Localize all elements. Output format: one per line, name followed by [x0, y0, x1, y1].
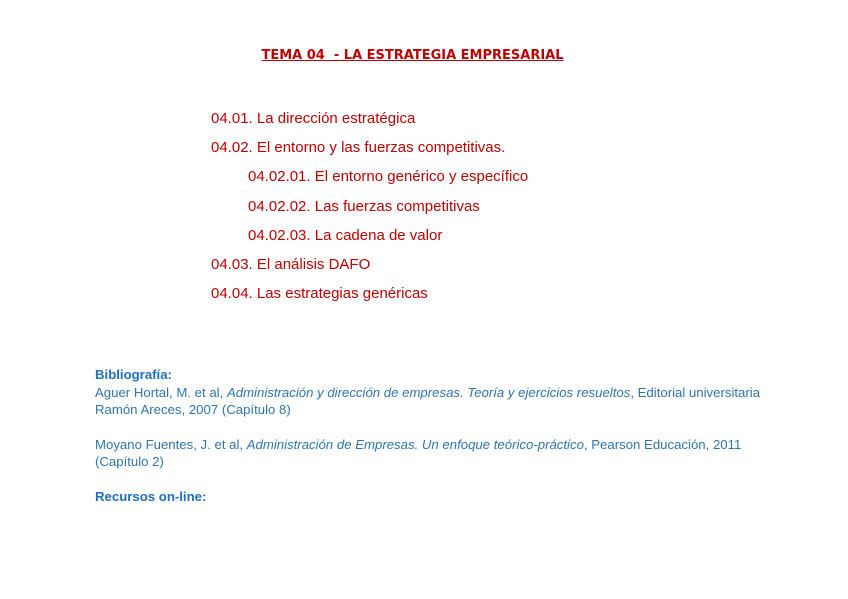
toc-subitem: 04.02.01. El entorno genérico y específico — [248, 168, 529, 186]
toc-item: 04.02. El entorno y las fuerzas competitivas. — [211, 139, 506, 157]
toc-item: 04.03. El análisis DAFO — [211, 255, 371, 273]
toc-item: 04.01. La dirección estratégica — [211, 110, 416, 127]
bibliography-reference — [95, 436, 775, 471]
reference-details: , Pearson Educación, 2011 (Capítulo 2) — [95, 436, 742, 469]
reference-authors: Aguer Hortal, M. et al, — [95, 384, 227, 400]
toc-subitem: 04.02.03. La cadena de valor — [248, 226, 443, 244]
reference-title: Administración de Empresas. Un enfoque teórico-práctico — [246, 436, 584, 452]
page-title: TEMA 04 - LA ESTRATEGIA EMPRESARIAL — [261, 48, 564, 63]
toc-item: 04.04. Las estrategias genéricas — [211, 285, 428, 303]
online-resources-heading: Recursos on-line: — [95, 488, 207, 504]
reference-authors: Moyano Fuentes, J. et al, — [95, 436, 247, 452]
bibliography-reference — [95, 384, 775, 419]
reference-details: , Editorial universitaria Ramón Areces, 2007 (Capítulo 8) — [95, 384, 761, 417]
toc-subitem: 04.02.02. Las fuerzas competitivas — [248, 197, 480, 215]
bibliography-heading: Bibliografía: — [95, 367, 172, 382]
bibliography-section — [95, 366, 775, 505]
table-of-contents — [211, 108, 528, 312]
reference-title: Administración y dirección de empresas. Teoría y ejercicios resueltos — [226, 384, 631, 400]
